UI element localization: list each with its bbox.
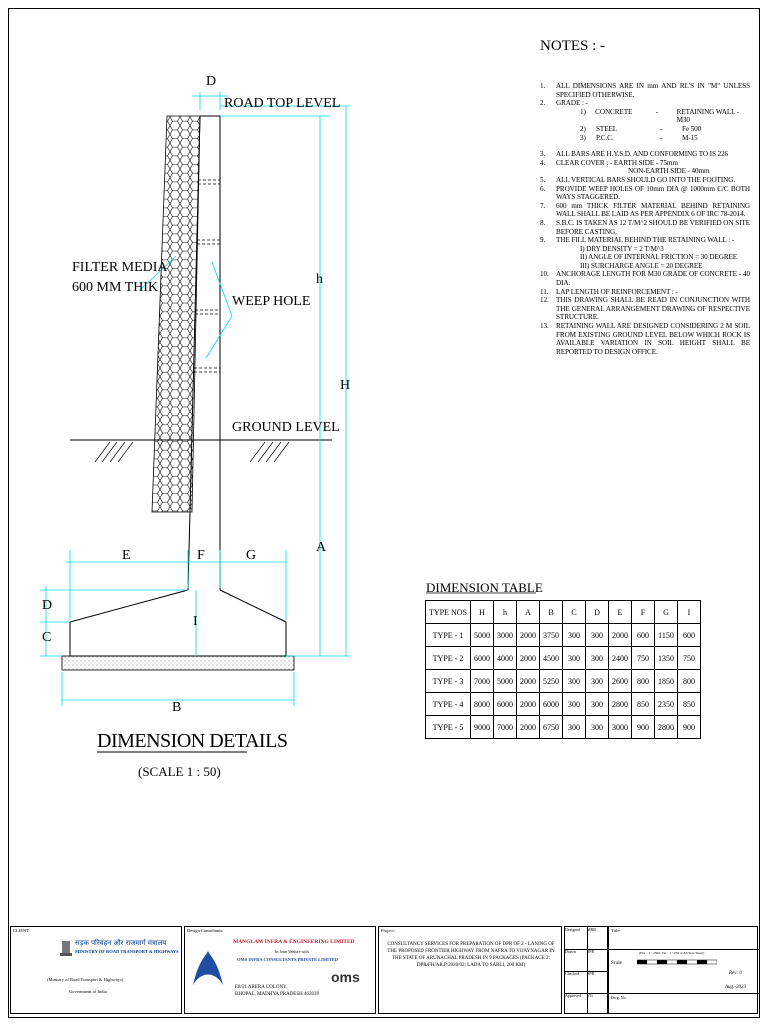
table-cell: 2000 (517, 624, 540, 647)
note-item: 13. RETAINING WALL ARE DESIGNED CONSIDERING 2 M SOIL FROM EXISTING GROUND LEVEL BELOW WHICH ROCK IS AVAILABLE VARIATION IN SOIL HEIGHT SHALL BE REPORTED TO DESIGN OFFICE. (540, 322, 750, 356)
note-item: 2. GRADE : - (540, 99, 588, 108)
table-cell: 9000 (471, 716, 494, 739)
table-cell: 5000 (494, 670, 517, 693)
table-cell: TYPE - 4 (426, 693, 471, 716)
grade-row: 3) P.C.C. - M-15 (580, 133, 698, 142)
table-cell: 4500 (540, 647, 563, 670)
table-cell: 2800 (609, 693, 632, 716)
table-cell: 1150 (655, 624, 678, 647)
table-cell: 7000 (471, 670, 494, 693)
note-item: 3. ALL BARS ARE H.Y.S.D. AND CONFORMING TO IS 226 (540, 150, 729, 159)
note-item: 11. LAP LENGTH OF REINFORCEMENT : - (540, 287, 678, 296)
note-fill-friction: II) ANGLE OF INTERNAL FRICTION = 30 DEGREE (580, 253, 738, 262)
notes-title: NOTES : - (540, 38, 605, 54)
grade-row: 1) CONCRETE - RETAINING WALL - M30 (580, 107, 740, 125)
table-cell: 850 (678, 693, 701, 716)
table-cell: 2000 (517, 693, 540, 716)
table-cell: TYPE - 5 (426, 716, 471, 739)
note-cover-nonearth: NON-EARTH SIDE - 40mm (628, 167, 710, 176)
label-F: F (197, 548, 205, 563)
table-cell: 2000 (517, 670, 540, 693)
role-drawn: Drawn (565, 949, 588, 972)
label-A: A (316, 540, 327, 555)
table-cell: 800 (678, 670, 701, 693)
table-cell: 850 (632, 693, 655, 716)
wall-stem (200, 116, 220, 590)
label-C: C (42, 630, 52, 645)
table-cell: 300 (563, 647, 586, 670)
table-cell: 300 (563, 624, 586, 647)
label-E: E (122, 548, 131, 563)
table-cell: 6000 (540, 693, 563, 716)
table-cell: 8000 (471, 693, 494, 716)
label-G: G (246, 548, 257, 563)
col-header: TYPE NOS (426, 601, 471, 624)
oms-logo: oms (331, 969, 360, 985)
table-cell: 600 (632, 624, 655, 647)
label-filter-media: FILTER MEDIA (72, 260, 168, 275)
role-checked: Checked (565, 971, 588, 994)
footing (70, 590, 286, 656)
col-header: h (494, 601, 517, 624)
role-designed: Designed (565, 927, 588, 950)
table-cell: 2600 (609, 670, 632, 693)
table-cell: 4000 (494, 647, 517, 670)
note-item: 9. THE FILL MATERIAL BEHIND THE RETAINING WALL : - (540, 236, 735, 245)
label-H: H (340, 378, 351, 393)
table-cell: 2800 (655, 716, 678, 739)
table-cell: 2400 (609, 647, 632, 670)
scale-bar-icon (637, 957, 717, 969)
table-cell: 900 (678, 716, 701, 739)
label-road-top-level: ROAD TOP LEVEL (224, 96, 341, 111)
dimension-table (425, 600, 701, 739)
label-weep-hole: WEEP HOLE (232, 294, 311, 309)
table-cell: 2000 (517, 716, 540, 739)
table-cell: 300 (586, 670, 609, 693)
table-cell: 300 (586, 693, 609, 716)
label-filter-thickness: 600 MM THIK (72, 280, 159, 295)
table-cell: 3000 (494, 624, 517, 647)
role-approved: Approved (565, 993, 588, 1013)
note-item: 12. THIS DRAWING SHALL BE READ IN CONJUNCTION WITH THE GENERAL ARRANGEMENT DRAWING OF RESPECTIVE STRUCTURE. (540, 296, 750, 322)
table-cell: TYPE - 3 (426, 670, 471, 693)
table-cell: 300 (563, 670, 586, 693)
emblem-icon (59, 939, 73, 957)
table-cell: 3750 (540, 624, 563, 647)
table-row (426, 624, 701, 647)
note-item: 8. S.B.C. IS TAKEN AS 12 T/M^2 SHOULD BE VERIFIED ON SITE BEFORE CASTING. (540, 218, 750, 236)
label-h: h (316, 272, 323, 287)
col-header: A (517, 601, 540, 624)
table-row (426, 647, 701, 670)
note-fill-density: I) DRY DENSITY = 2 T/M^3 (580, 244, 664, 253)
table-cell: 300 (586, 716, 609, 739)
table-cell: 7000 (494, 716, 517, 739)
consultant-block: Design Consultants: MANGLAM INFRA & ENGINEERING LIMITED In Joint Venture with OMS INFRA CONSULTANTS PRIVATE LIMITED E8/31 ARERA COLONY, BHOPAL, MADHYA PRADESH 462039 oms (184, 926, 376, 1014)
col-header: I (678, 601, 701, 624)
dimension-table-title: DIMENSION TABLE (426, 580, 543, 595)
table-cell: 5000 (471, 624, 494, 647)
drawing-scale: (SCALE 1 : 50) (138, 764, 221, 779)
grade-row: 2) STEEL - Fe 500 (580, 124, 702, 133)
note-item: 5. ALL VERTICAL BARS SHOULD GO INTO THE FOOTING. (540, 175, 736, 184)
table-cell: 3000 (609, 716, 632, 739)
table-cell: 900 (632, 716, 655, 739)
note-fill-surcharge: III) SURCHARGE ANGLE = 20 DEGREE (580, 261, 703, 270)
project-block: Project: CONSULTANCY SERVICES FOR PREPARATION OF DPR OF 2 - LANING OF THE PROPOSED FRONTIER HIGHWAY FROM NAFRA TO VIJAYNAGAR IN THE STATE OF ARUNACHAL PRADESH IN 9 PACKAGES (PACKAGE 2: DPR/FH/AR.P/2020/02: LADA TO SARLI, 200 KM) (378, 926, 562, 1014)
table-cell: 300 (586, 624, 609, 647)
sheet-info-block: Title: Scale (Hor - 1 : 2500, Ver - 1 : 250 at A3 Size Sheet) Dwg. No. Rev: 0 Aug.-2023 (608, 926, 758, 1014)
manglam-logo-icon (191, 949, 225, 989)
table-cell: 1850 (655, 670, 678, 693)
table-cell: 6000 (471, 647, 494, 670)
label-B: B (172, 700, 182, 715)
approval-block: Designed MRR Drawn SPR Checked SPR Approved VG (564, 926, 608, 1014)
note-item: 4. CLEAR COVER : - EARTH SIDE - 75mm (540, 158, 678, 167)
table-row (426, 716, 701, 739)
col-header: D (586, 601, 609, 624)
pcc-bed (62, 656, 294, 670)
col-header: E (609, 601, 632, 624)
table-cell: 300 (586, 647, 609, 670)
table-cell: 2350 (655, 693, 678, 716)
table-cell: TYPE - 1 (426, 624, 471, 647)
table-cell: 300 (563, 693, 586, 716)
label-I: I (193, 614, 198, 629)
table-cell: 2000 (517, 647, 540, 670)
table-cell: 6000 (494, 693, 517, 716)
label-ground-level: GROUND LEVEL (232, 420, 340, 435)
col-header: C (563, 601, 586, 624)
notes-list (540, 82, 750, 356)
col-header: H (471, 601, 494, 624)
table-cell: TYPE - 2 (426, 647, 471, 670)
table-cell: 800 (632, 670, 655, 693)
filter-media (152, 116, 200, 512)
label-d-top: D (206, 74, 217, 89)
table-cell: 750 (632, 647, 655, 670)
table-header-row (426, 601, 701, 624)
table-cell: 6750 (540, 716, 563, 739)
client-block: CLIENT: सड़क परिवहन और राजमार्ग मंत्रालय MINISTRY OF ROAD TRANSPORT & HIGHWAYS (Ministry of Road Transport & Highways) Government of India (10, 926, 182, 1014)
col-header: G (655, 601, 678, 624)
dimension-details-title: DIMENSION DETAILS (97, 730, 288, 752)
table-cell: 750 (678, 647, 701, 670)
table-cell: 5250 (540, 670, 563, 693)
table-cell: 600 (678, 624, 701, 647)
note-item: 1. ALL DIMENSIONS ARE IN mm AND RL'S IN "M" UNLESS SPECIFIED OTHERWISE. (540, 82, 750, 99)
table-row (426, 670, 701, 693)
note-item: 7. 600 mm THICK FILTER MATERIAL BEHIND RETAINING WALL SHALL BE LAID AS PER APPENDIX 6 OF IRC 78-2014. (540, 201, 750, 219)
table-row (426, 693, 701, 716)
note-item: 10. ANCHORAGE LENGTH FOR M30 GRADE OF CONCRETE - 40 DIA. (540, 270, 750, 288)
label-D-side: D (42, 598, 53, 613)
col-header: B (540, 601, 563, 624)
note-item: 6. PROVIDE WEEP HOLES OF 10mm DIA @ 1000mm C/C BOTH WAYS STAGGERED. (540, 184, 750, 202)
table-cell: 2000 (609, 624, 632, 647)
col-header: F (632, 601, 655, 624)
table-cell: 300 (563, 716, 586, 739)
table-cell: 1350 (655, 647, 678, 670)
